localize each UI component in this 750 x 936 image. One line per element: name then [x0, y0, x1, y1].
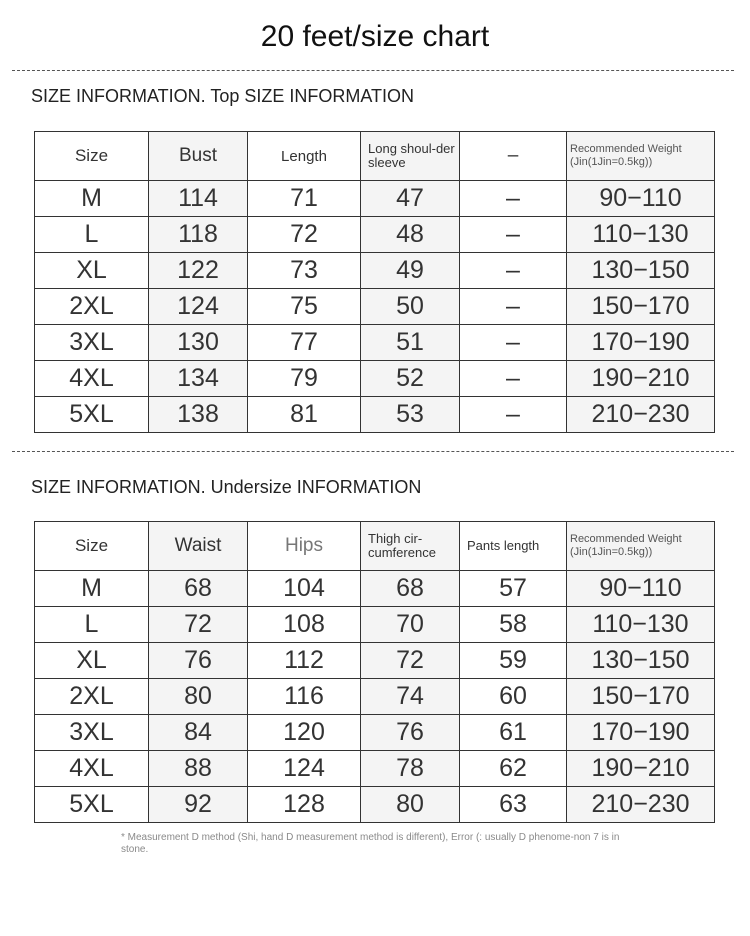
weight-cell: 110−130 [567, 217, 715, 253]
table-row [35, 751, 715, 787]
value-cell: 118 [149, 217, 248, 253]
value-cell: 50 [361, 289, 460, 325]
value-cell: 128 [248, 787, 361, 823]
value-cell: 62 [460, 751, 567, 787]
table-row [35, 571, 715, 607]
weight-cell: 190−210 [567, 751, 715, 787]
table-row [35, 679, 715, 715]
weight-cell: 90−110 [567, 571, 715, 607]
value-cell: 51 [361, 325, 460, 361]
value-cell: 74 [361, 679, 460, 715]
size-cell: 2XL [35, 289, 149, 325]
value-cell: 81 [248, 397, 361, 433]
value-cell: 68 [361, 571, 460, 607]
value-cell: 80 [361, 787, 460, 823]
value-cell: 84 [149, 715, 248, 751]
header-cell: Recommended Weight (Jin(1Jin=0.5kg)) [567, 522, 715, 571]
value-cell: 75 [248, 289, 361, 325]
value-cell: – [460, 217, 567, 253]
weight-cell: 130−150 [567, 643, 715, 679]
size-cell: XL [35, 643, 149, 679]
table-header-row [35, 132, 715, 181]
value-cell: – [460, 253, 567, 289]
weight-cell: 190−210 [567, 361, 715, 397]
header-cell: Long shoul-der sleeve [361, 132, 460, 181]
value-cell: 92 [149, 787, 248, 823]
value-cell: 76 [149, 643, 248, 679]
value-cell: 112 [248, 643, 361, 679]
value-cell: 63 [460, 787, 567, 823]
weight-cell: 210−230 [567, 397, 715, 433]
table-row [35, 325, 715, 361]
value-cell: 53 [361, 397, 460, 433]
header-cell: Recommended Weight (Jin(1Jin=0.5kg)) [567, 132, 715, 181]
value-cell: 72 [248, 217, 361, 253]
value-cell: 68 [149, 571, 248, 607]
value-cell: – [460, 361, 567, 397]
table-row [35, 607, 715, 643]
weight-cell: 130−150 [567, 253, 715, 289]
size-cell: L [35, 217, 149, 253]
size-cell: 3XL [35, 715, 149, 751]
size-cell: 2XL [35, 679, 149, 715]
value-cell: 59 [460, 643, 567, 679]
weight-cell: 90−110 [567, 181, 715, 217]
weight-cell: 210−230 [567, 787, 715, 823]
value-cell: 70 [361, 607, 460, 643]
header-cell: Size [35, 522, 149, 571]
table-row [35, 361, 715, 397]
value-cell: 138 [149, 397, 248, 433]
value-cell: 79 [248, 361, 361, 397]
value-cell: 48 [361, 217, 460, 253]
value-cell: – [460, 181, 567, 217]
weight-cell: 170−190 [567, 715, 715, 751]
table-row [35, 289, 715, 325]
table-row [35, 181, 715, 217]
value-cell: 122 [149, 253, 248, 289]
value-cell: 49 [361, 253, 460, 289]
middle-divider [12, 451, 734, 452]
value-cell: 76 [361, 715, 460, 751]
header-cell: Thigh cir-cumference [361, 522, 460, 571]
value-cell: 120 [248, 715, 361, 751]
value-cell: 124 [248, 751, 361, 787]
size-cell: 5XL [35, 397, 149, 433]
value-cell: 72 [149, 607, 248, 643]
value-cell: – [460, 289, 567, 325]
value-cell: 88 [149, 751, 248, 787]
table-row [35, 787, 715, 823]
top-divider [12, 70, 734, 71]
size-cell: L [35, 607, 149, 643]
value-cell: – [460, 397, 567, 433]
value-cell: 116 [248, 679, 361, 715]
size-cell: XL [35, 253, 149, 289]
weight-cell: 150−170 [567, 289, 715, 325]
table-row [35, 217, 715, 253]
size-cell: 3XL [35, 325, 149, 361]
value-cell: 130 [149, 325, 248, 361]
value-cell: 80 [149, 679, 248, 715]
table-row [35, 643, 715, 679]
header-cell: Hips [248, 522, 361, 571]
table-row [35, 715, 715, 751]
top-size-table [34, 131, 715, 433]
value-cell: 124 [149, 289, 248, 325]
header-cell: Pants length [460, 522, 567, 571]
weight-cell: 150−170 [567, 679, 715, 715]
size-cell: 4XL [35, 751, 149, 787]
value-cell: 114 [149, 181, 248, 217]
value-cell: 58 [460, 607, 567, 643]
top-section-title: SIZE INFORMATION. Top SIZE INFORMATION [31, 86, 415, 106]
weight-cell: 110−130 [567, 607, 715, 643]
size-cell: M [35, 571, 149, 607]
header-cell: Waist [149, 522, 248, 571]
header-cell: Size [35, 132, 149, 181]
value-cell: 77 [248, 325, 361, 361]
value-cell: – [460, 325, 567, 361]
table-row [35, 253, 715, 289]
value-cell: 104 [248, 571, 361, 607]
size-cell: 4XL [35, 361, 149, 397]
measurement-footnote: * Measurement D method (Shi, hand D measurement method is different), Error (: usually D phenome-non 7 is in stone. [121, 832, 620, 855]
bottom-section-title: SIZE INFORMATION. Undersize INFORMATION [31, 477, 422, 497]
page-title: 20 feet/size chart [260, 20, 490, 53]
value-cell: 52 [361, 361, 460, 397]
value-cell: 73 [248, 253, 361, 289]
value-cell: 57 [460, 571, 567, 607]
header-cell: – [460, 132, 567, 181]
value-cell: 47 [361, 181, 460, 217]
value-cell: 71 [248, 181, 361, 217]
value-cell: 61 [460, 715, 567, 751]
value-cell: 72 [361, 643, 460, 679]
bottom-size-table [34, 521, 715, 823]
size-cell: 5XL [35, 787, 149, 823]
header-cell: Bust [149, 132, 248, 181]
size-cell: M [35, 181, 149, 217]
value-cell: 60 [460, 679, 567, 715]
value-cell: 108 [248, 607, 361, 643]
table-header-row [35, 522, 715, 571]
value-cell: 134 [149, 361, 248, 397]
table-row [35, 397, 715, 433]
header-cell: Length [248, 132, 361, 181]
value-cell: 78 [361, 751, 460, 787]
weight-cell: 170−190 [567, 325, 715, 361]
